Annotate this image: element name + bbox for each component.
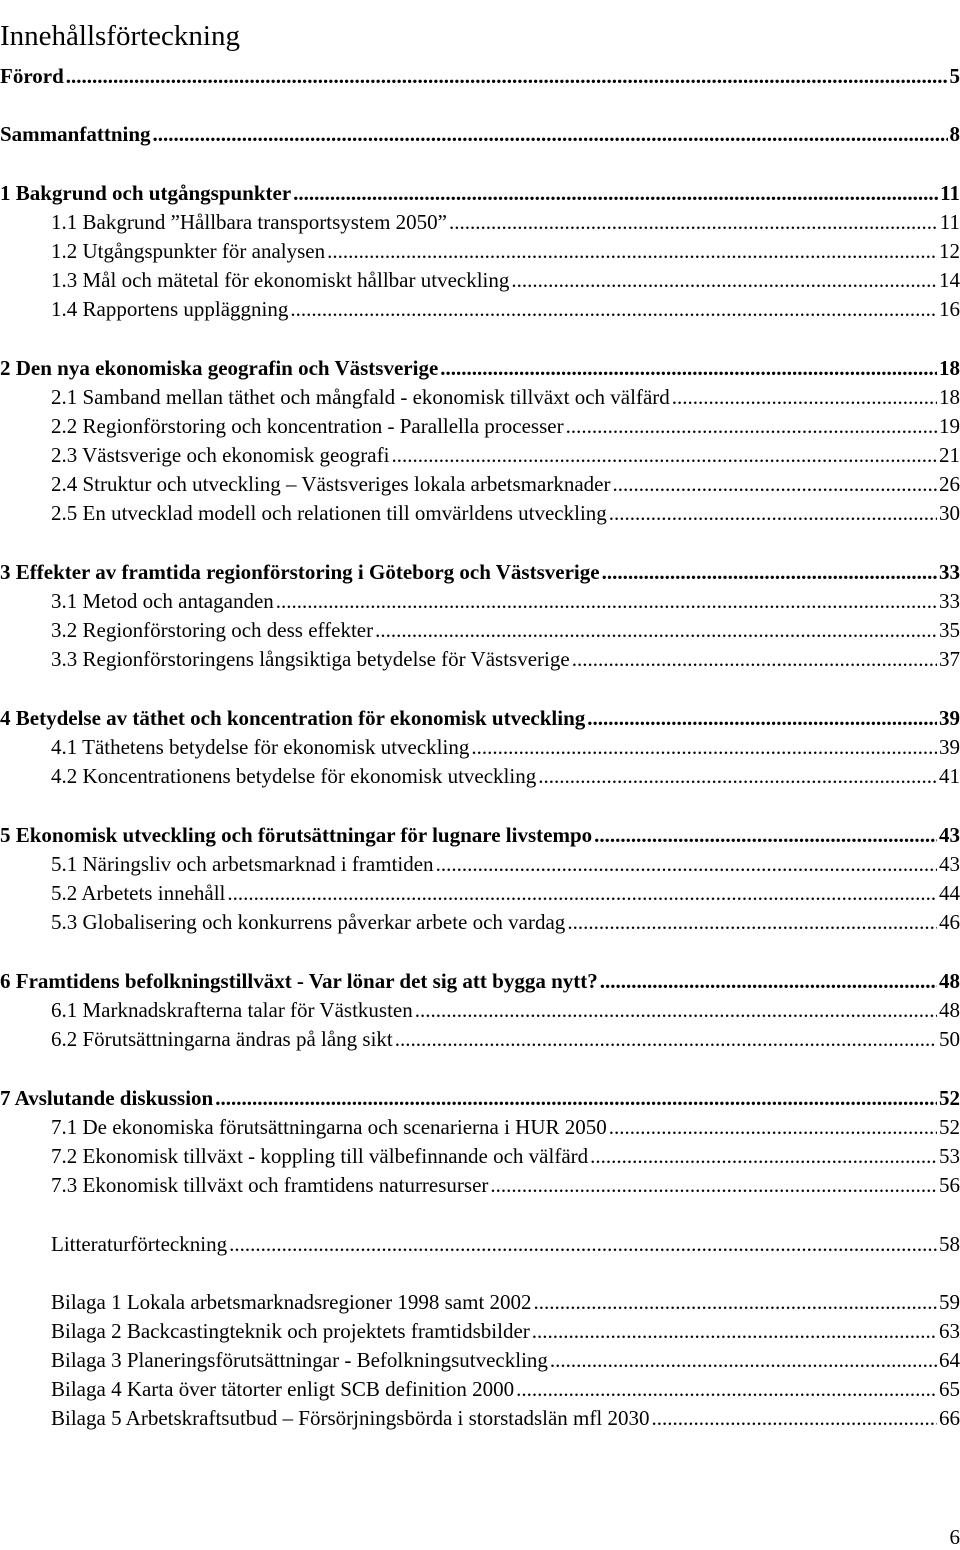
toc-entry[interactable] [51, 1318, 960, 1344]
toc-entry-label: Sammanfattning [0, 122, 151, 146]
toc-dot-leader [327, 238, 937, 264]
toc-dot-leader [215, 1085, 937, 1111]
toc-entry-label: 1.3 Mål och mätetal för ekonomiskt hållbar utveckling [51, 268, 510, 292]
toc-dot-leader [538, 763, 937, 789]
toc-entry[interactable] [51, 267, 960, 293]
toc-entry[interactable] [51, 734, 960, 760]
toc-entry[interactable] [0, 705, 960, 731]
toc-entry-label: 4 Betydelse av täthet och koncentration för ekonomisk utveckling [0, 706, 586, 730]
toc-entry-page: 5 [949, 64, 960, 88]
toc-entry-label: 3 Effekter av framtida regionförstoring i Göteborg och Västsverige [0, 560, 600, 584]
toc-entry-label: 6.2 Förutsättningarna ändras på lång sikt [51, 1027, 393, 1051]
toc-entry-label: Bilaga 4 Karta över tätorter enligt SCB definition 2000 [51, 1377, 515, 1401]
toc-entry[interactable] [0, 968, 960, 994]
toc-entry[interactable] [51, 851, 960, 877]
toc-dot-leader [672, 384, 937, 410]
toc-entry-label: 5 Ekonomisk utveckling och förutsättningar för lugnare livstempo [0, 823, 593, 847]
toc-dot-leader [293, 180, 938, 206]
toc-entry-page: 18 [939, 385, 960, 409]
toc-entry-label: Bilaga 3 Planeringsförutsättningar - Befolkningsutveckling [51, 1348, 548, 1372]
toc-entry-page: 52 [939, 1115, 960, 1139]
toc-dot-leader [290, 296, 937, 322]
toc-entry-page: 39 [939, 706, 960, 730]
toc-dot-leader [395, 1026, 937, 1052]
toc-entry-label: 7.3 Ekonomisk tillväxt och framtidens naturresurser [51, 1173, 489, 1197]
toc-entry-label: 7 Avslutande diskussion [0, 1086, 214, 1110]
toc-entry[interactable] [51, 471, 960, 497]
toc-entry-label: 1 Bakgrund och utgångspunkter [0, 181, 292, 205]
toc-dot-leader [609, 1114, 937, 1140]
toc-entry[interactable] [0, 1085, 960, 1111]
toc-entry-page: 53 [939, 1144, 960, 1168]
toc-entry-page: 56 [939, 1173, 960, 1197]
toc-entry-label: 1.2 Utgångspunkter för analysen [51, 239, 326, 263]
page-number: 6 [949, 1525, 960, 1549]
toc-entry-page: 37 [939, 647, 960, 671]
toc-entry[interactable] [51, 997, 960, 1023]
toc-dot-leader [153, 121, 948, 147]
toc-entry-page: 12 [939, 239, 960, 263]
toc-entry-page: 41 [939, 764, 960, 788]
toc-entry[interactable] [51, 1289, 960, 1315]
toc-entry-page: 33 [939, 589, 960, 613]
toc-dot-leader [227, 880, 937, 906]
toc-entry[interactable] [51, 500, 960, 526]
toc-entry[interactable] [51, 617, 960, 643]
toc-entry[interactable] [51, 296, 960, 322]
toc-entry[interactable] [51, 442, 960, 468]
toc-entry[interactable] [51, 209, 960, 235]
toc-entry-label: 3.3 Regionförstoringens långsiktiga betydelse för Västsverige [51, 647, 570, 671]
toc-entry[interactable] [51, 413, 960, 439]
toc-dot-leader [550, 1347, 937, 1373]
page-title: Innehållsförteckning [0, 20, 240, 53]
toc-entry[interactable] [51, 1231, 960, 1257]
toc-entry[interactable] [51, 1347, 960, 1373]
toc-entry-label: 2.2 Regionförstoring och koncentration - Parallella processer [51, 414, 564, 438]
toc-entry-page: 30 [939, 501, 960, 525]
toc-entry-label: 2.5 En utvecklad modell och relationen till omvärldens utveckling [51, 501, 607, 525]
toc-dot-leader [276, 588, 937, 614]
toc-dot-leader [602, 559, 937, 585]
toc-entry-label: 6 Framtidens befolkningstillväxt - Var lönar det sig att bygga nytt? [0, 969, 598, 993]
toc-entry-page: 33 [939, 560, 960, 584]
toc-entry-page: 52 [939, 1086, 960, 1110]
toc-entry-page: 58 [939, 1232, 960, 1256]
toc-entry-label: 7.1 De ekonomiska förutsättningarna och scenarierna i HUR 2050 [51, 1115, 607, 1139]
toc-dot-leader [590, 1143, 937, 1169]
toc-entry-page: 19 [939, 414, 960, 438]
toc-entry-page: 59 [939, 1290, 960, 1314]
toc-entry[interactable] [51, 1376, 960, 1402]
toc-entry[interactable] [51, 763, 960, 789]
toc-entry-page: 48 [939, 998, 960, 1022]
toc-entry-label: 7.2 Ekonomisk tillväxt - koppling till välbefinnande och välfärd [51, 1144, 589, 1168]
toc-entry-page: 63 [939, 1319, 960, 1343]
toc-entry-label: 2.1 Samband mellan täthet och mångfald - ekonomisk tillväxt och välfärd [51, 385, 670, 409]
toc-dot-leader [651, 1405, 937, 1431]
toc-entry[interactable] [0, 559, 960, 585]
toc-entry[interactable] [51, 880, 960, 906]
toc-dot-leader [490, 1172, 937, 1198]
toc-entry-page: 66 [939, 1406, 960, 1430]
toc-entry-label: 5.2 Arbetets innehåll [51, 881, 226, 905]
toc-entry-page: 39 [939, 735, 960, 759]
toc-entry-page: 65 [939, 1377, 960, 1401]
toc-dot-leader [229, 1231, 937, 1257]
toc-entry-label: Bilaga 5 Arbetskraftsutbud – Försörjningsbörda i storstadslän mfl 2030 [51, 1406, 650, 1430]
toc-dot-leader [66, 63, 948, 89]
toc-entry[interactable] [51, 238, 960, 264]
toc-entry-page: 8 [949, 122, 960, 146]
toc-entry-label: 2.3 Västsverige och ekonomisk geografi [51, 443, 390, 467]
toc-entry[interactable] [51, 588, 960, 614]
toc-dot-leader [609, 500, 937, 526]
toc-entry[interactable] [0, 355, 960, 381]
toc-entry[interactable] [51, 1143, 960, 1169]
toc-entry[interactable] [51, 1114, 960, 1140]
toc-dot-leader [375, 617, 937, 643]
toc-entry[interactable] [0, 822, 960, 848]
toc-entry-page: 35 [939, 618, 960, 642]
toc-entry-label: 1.4 Rapportens uppläggning [51, 297, 289, 321]
toc-dot-leader [471, 734, 937, 760]
toc-entry-label: 6.1 Marknadskrafterna talar för Västkusten [51, 998, 413, 1022]
toc-entry-label: Litteraturförteckning [51, 1232, 228, 1256]
toc-entry[interactable] [0, 63, 960, 89]
toc-dot-leader [511, 267, 937, 293]
toc-dot-leader [612, 471, 937, 497]
toc-entry-label: Bilaga 2 Backcastingteknik och projektets framtidsbilder [51, 1319, 530, 1343]
toc-dot-leader [600, 968, 937, 994]
toc-dot-leader [587, 705, 937, 731]
toc-dot-leader [534, 1289, 937, 1315]
toc-entry[interactable] [0, 121, 960, 147]
toc-entry-page: 44 [939, 881, 960, 905]
toc-entry-label: 4.2 Koncentrationens betydelse för ekonomisk utveckling [51, 764, 537, 788]
toc-entry-page: 48 [939, 969, 960, 993]
toc-entry-page: 43 [939, 852, 960, 876]
toc-entry-page: 50 [939, 1027, 960, 1051]
toc-entry-page: 64 [939, 1348, 960, 1372]
toc-entry-label: 3.1 Metod och antaganden [51, 589, 274, 613]
toc-entry-label: 2.4 Struktur och utveckling – Västsveriges lokala arbetsmarknader [51, 472, 611, 496]
toc-entry-page: 26 [939, 472, 960, 496]
toc-entry-page: 14 [939, 268, 960, 292]
toc-entry-page: 16 [939, 297, 960, 321]
toc-entry-label: 5.1 Näringsliv och arbetsmarknad i framtiden [51, 852, 434, 876]
toc-dot-leader [594, 822, 937, 848]
toc-entry-label: Bilaga 1 Lokala arbetsmarknadsregioner 1998 samt 2002 [51, 1290, 532, 1314]
toc-entry-label: 5.3 Globalisering och konkurrens påverkar arbete och vardag [51, 910, 566, 934]
toc-entry[interactable] [51, 1026, 960, 1052]
toc-entry-label: 1.1 Bakgrund ”Hållbara transportsystem 2050” [51, 210, 447, 234]
toc-entry-label: 4.1 Täthetens betydelse för ekonomisk utveckling [51, 735, 470, 759]
toc-entry-page: 43 [939, 823, 960, 847]
toc-dot-leader [391, 442, 937, 468]
toc-entry-label: Förord [0, 64, 64, 88]
toc-entry[interactable] [51, 909, 960, 935]
toc-entry-page: 46 [939, 910, 960, 934]
toc-entry[interactable] [51, 1405, 960, 1431]
toc-dot-leader [440, 355, 937, 381]
toc-entry[interactable] [51, 646, 960, 672]
toc-dot-leader [436, 851, 937, 877]
toc-dot-leader [516, 1376, 937, 1402]
toc-dot-leader [572, 646, 937, 672]
toc-dot-leader [532, 1318, 937, 1344]
toc-entry[interactable] [0, 180, 960, 206]
toc-entry-page: 11 [940, 181, 960, 205]
toc-entry[interactable] [51, 384, 960, 410]
toc-dot-leader [566, 413, 937, 439]
toc-entry-label: 3.2 Regionförstoring och dess effekter [51, 618, 374, 642]
toc-entry-page: 21 [939, 443, 960, 467]
toc-entry[interactable] [51, 1172, 960, 1198]
toc-entry-label: 2 Den nya ekonomiska geografin och Västsverige [0, 356, 439, 380]
toc-dot-leader [415, 997, 937, 1023]
toc-dot-leader [449, 209, 938, 235]
toc-entry-page: 11 [939, 210, 960, 234]
toc-entry-page: 18 [939, 356, 960, 380]
toc-dot-leader [567, 909, 937, 935]
